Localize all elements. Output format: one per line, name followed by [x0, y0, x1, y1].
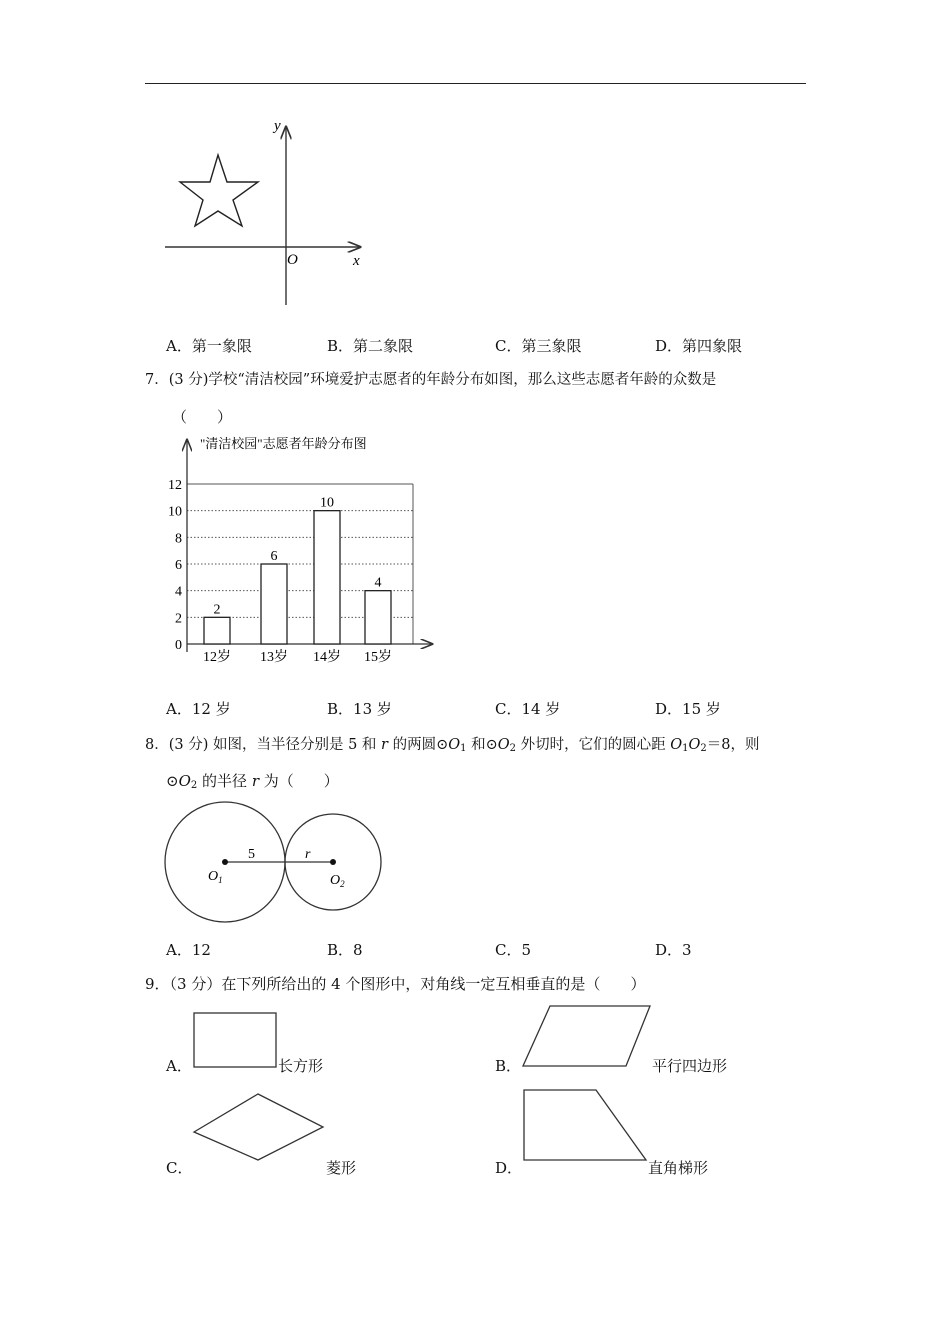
bar	[204, 617, 230, 644]
o1-label: $O_1$	[208, 869, 223, 885]
x-axis-label: x	[353, 253, 360, 269]
q9-stem: 9．（3 分）在下列所给出的 4 个图形中，对角线一定互相垂直的是（ ）	[145, 975, 646, 993]
q9-option-d-name: 直角梯形	[648, 1159, 709, 1177]
parallelogram-shape	[518, 1002, 658, 1070]
q8-stem-line1: 8．(3 分) 如图，当半径分别是 5 和 r 的两圆$⊙O_1$ 和$⊙O_2$ 外切时，它们的圆心距 $O_1O_2=8$，则	[145, 737, 760, 754]
q9-option-b-name: 平行四边形	[652, 1057, 728, 1075]
bar	[314, 511, 340, 644]
y-tick-label: 6	[175, 558, 182, 573]
q7-stem-line2: （ ）	[172, 408, 233, 426]
q6-coordinate-figure	[155, 115, 385, 315]
bar	[365, 591, 391, 644]
q7-stem-line1: 7．(3 分)学校“清洁校园”环境爱护志愿者的年龄分布如图，那么这些志愿者年龄的众数是	[145, 372, 717, 388]
q8-circles-figure	[160, 800, 390, 930]
chart-title: "清洁校园"志愿者年龄分布图	[200, 436, 367, 451]
right-trapezoid-shape	[520, 1086, 652, 1164]
star-shape	[180, 155, 258, 226]
q8-option-b[interactable]: B．8	[327, 941, 363, 959]
q9-option-a-letter[interactable]: A．	[166, 1057, 192, 1075]
q6-option-d[interactable]: D．第四象限	[655, 337, 743, 355]
q6-option-a[interactable]: A．第一象限	[166, 337, 252, 355]
q8-stem-line2: $⊙O_2$ 的半径 r 为（ ）	[166, 772, 339, 791]
q9-option-d-letter[interactable]: D．	[495, 1159, 523, 1177]
q8-option-d[interactable]: D．3	[655, 941, 692, 959]
y-tick-label: 0	[175, 638, 182, 653]
q9-option-c-name: 菱形	[326, 1159, 357, 1177]
y-tick-label: 4	[175, 584, 182, 600]
bar-data-label: 4	[374, 575, 382, 591]
x-category-label: 14岁	[313, 650, 341, 665]
bar-data-label: 6	[270, 549, 278, 564]
q7-bar-chart	[160, 430, 445, 670]
q7-option-b[interactable]: B．13 岁	[327, 700, 392, 718]
y-tick-label: 10	[168, 504, 182, 520]
q7-option-c[interactable]: C．14 岁	[495, 700, 561, 718]
o2-label: $O_2$	[330, 873, 345, 889]
y-tick-label: 8	[175, 531, 182, 547]
q9-option-c-letter[interactable]: C．	[166, 1159, 193, 1177]
q7-option-a[interactable]: A．12 岁	[166, 700, 231, 718]
header-rule	[145, 83, 806, 84]
q8-option-c[interactable]: C．5	[495, 941, 532, 959]
center-o1-dot	[222, 859, 228, 865]
y-tick-label: 2	[175, 611, 182, 627]
y-axis-label: y	[274, 118, 281, 134]
q9-option-a-name: 长方形	[278, 1057, 324, 1075]
center-o2-dot	[330, 859, 336, 865]
x-category-label: 15岁	[364, 650, 392, 665]
origin-label: O	[287, 252, 298, 268]
x-category-label: 12岁	[203, 650, 231, 665]
rectangle-shape	[190, 1010, 282, 1072]
q6-option-c[interactable]: C．第三象限	[495, 337, 582, 355]
radius-r-label: r	[305, 847, 311, 862]
rhombus-shape	[190, 1090, 328, 1164]
bar	[261, 564, 287, 644]
bar-data-label: 2	[213, 602, 221, 618]
y-tick-label: 12	[168, 478, 182, 493]
q8-option-a[interactable]: A．12	[166, 941, 211, 959]
q7-option-d[interactable]: D．15 岁	[655, 700, 721, 718]
q6-option-b[interactable]: B．第二象限	[327, 337, 414, 355]
q9-option-b-letter[interactable]: B．	[495, 1057, 522, 1075]
bar-data-label: 10	[320, 495, 334, 511]
radius-5-label: 5	[248, 847, 255, 862]
x-category-label: 13岁	[260, 650, 288, 665]
